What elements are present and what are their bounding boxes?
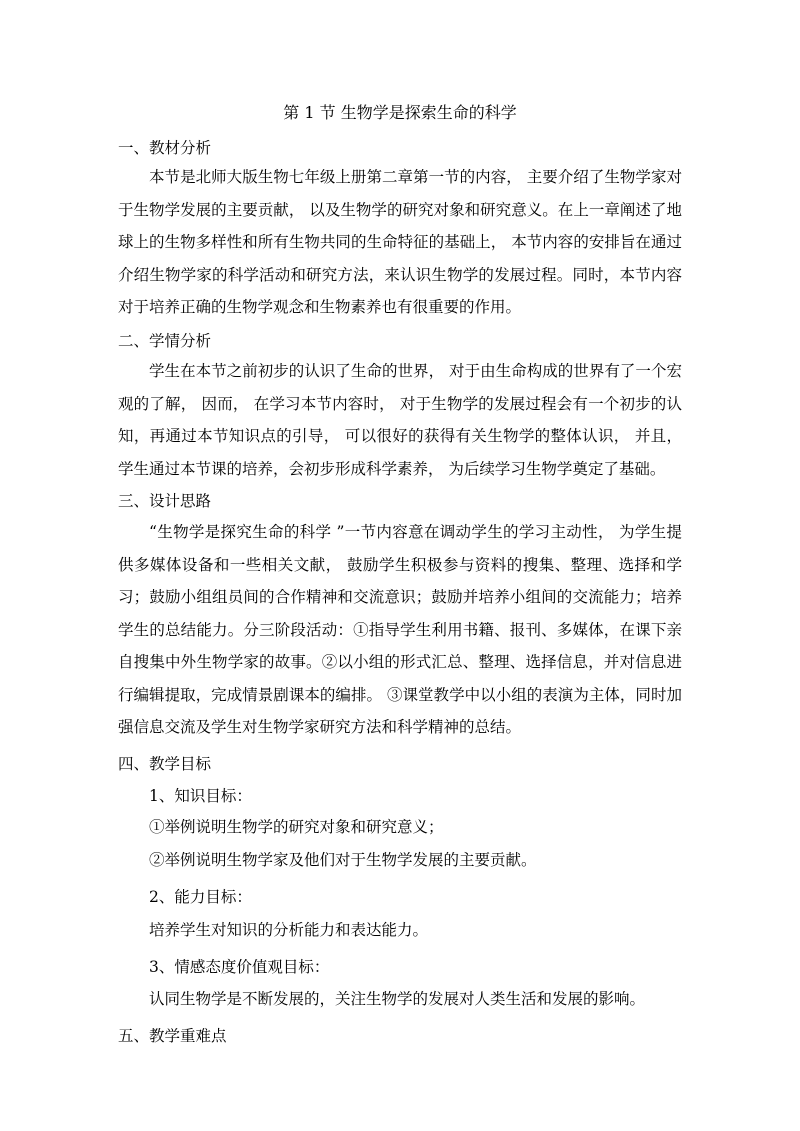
goal-label-attitude: 3、情感态度价值观目标： <box>149 958 330 976</box>
goal-item: 认同生物学是不断发展的，关注生物学的发展对人类生活和发展的影响。 <box>149 990 646 1008</box>
section-paragraph-1: 本节是北师大版生物七年级上册第二章第一节的内容， 主要介绍了生物学家对于生物学发展的主要贡献， 以及生物学的研究对象和研究意义。在上一章阐述了地球上的生物多样性和所有生物共同的生命特征的基础上， 本节内容的安排旨在通过介绍生物学家的科学活动和研究方法，来认识生物学的发展过程。同时，本节内容对于培养正确的生物学观念和生物素养也有很重要的作用。 <box>118 168 682 316</box>
section-paragraph-3: “生物学是探究生命的科学 ”一节内容意在调动学生的学习主动性， 为学生提供多媒体设备和一些相关文献， 鼓励学生积极参与资料的搜集、整理、选择和学习；鼓励小组组员间的合作精神和交流意识；鼓励并培养小组间的交流能力；培养学生的总结能力。分三阶段活动：①指导学生利用书籍、报刊、多媒体，在课下亲自搜集中外生物学家的故事。②以小组的形式汇总、整理、选择信息，并对信息进行编辑提取，完成情景剧课本的编排。 ③课堂教学中以小组的表演为主体，同时加强信息交流及学生对生物学家研究方法和科学精神的总结。 <box>118 523 682 736</box>
section-heading-4: 四、教学目标 <box>118 755 212 773</box>
section-heading-5: 五、教学重难点 <box>118 1027 227 1045</box>
section-heading-2: 二、学情分析 <box>118 332 212 350</box>
goal-item: ①举例说明生物学的研究对象和研究意义； <box>149 818 444 836</box>
goal-item: 培养学生对知识的分析能力和表达能力。 <box>149 921 429 939</box>
section-paragraph-2: 学生在本节之前初步的认识了生命的世界， 对于由生命构成的世界有了一个宏观的了解， 因而， 在学习本节内容时， 对于生物学的发展过程会有一个初步的认知，再通过本节知识点的引导， 可以很好的获得有关生物学的整体认识， 并且，学生通过本节课的培养，会初步形成科学素养， 为后续学习生物学奠定了基础。 <box>118 362 682 478</box>
section-heading-3: 三、设计思路 <box>118 492 212 510</box>
document-title: 第 1 节 生物学是探索生命的科学 <box>283 103 517 122</box>
goal-item: ②举例说明生物学家及他们对于生物学发展的主要贡献。 <box>149 851 537 869</box>
goal-label-ability: 2、能力目标： <box>149 888 252 906</box>
goal-label-knowledge: 1、知识目标： <box>149 787 252 805</box>
section-heading-1: 一、教材分析 <box>118 139 212 157</box>
